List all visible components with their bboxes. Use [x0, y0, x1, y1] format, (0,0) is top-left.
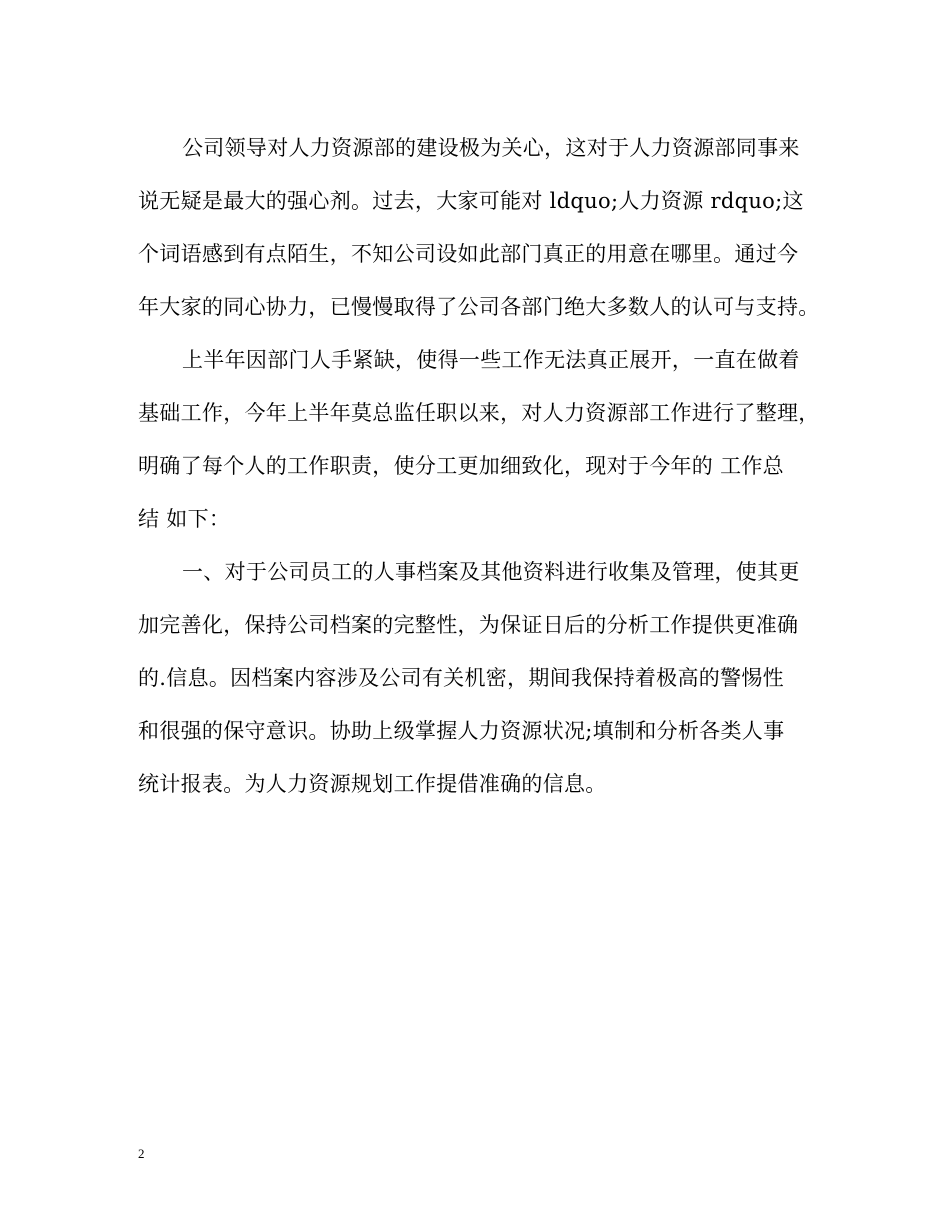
text-line-12: 和很强的保守意识。协助上级掌握人力资源状况;填制和分析各类人事 [138, 719, 785, 743]
text-line-5: 上半年因部门人手紧缺，使得一些工作无法真正展开，一直在做着 [182, 348, 800, 372]
text-line-6: 基础工作，今年上半年莫总监任职以来，对人力资源部工作进行了整理， [138, 401, 820, 425]
text-line-8: 结 如下： [138, 507, 231, 531]
text-line-9: 一、对于公司员工的人事档案及其他资料进行收集及管理，使其更 [182, 560, 800, 584]
text-line-10: 加完善化，保持公司档案的完整性，为保证日后的分析工作提供更准确 [138, 613, 799, 637]
text-line-4: 年大家的同心协力，已慢慢取得了公司各部门绝大多数人的认可与支持。 [138, 295, 820, 319]
text-line-3: 个词语感到有点陌生，不知公司设如此部门真正的用意在哪里。通过今 [138, 242, 799, 266]
document-body [138, 122, 828, 811]
text-line-1: 公司领导对人力资源部的建设极为关心，这对于人力资源部同事来 [182, 136, 800, 160]
text-line-7: 明确了每个人的工作职责，使分工更加细致化，现对于今年的 工作总 [138, 454, 784, 478]
page-number: 2 [138, 1146, 145, 1161]
text-line-13: 统计报表。为人力资源规划工作提借准确的信息。 [138, 772, 607, 796]
text-line-2: 说无疑是最大的强心剂。过去，大家可能对 ldquo;人力资源 rdquo;这 [138, 189, 804, 213]
text-line-11: 的.信息。因档案内容涉及公司有关机密，期间我保持着极高的警惕性 [138, 666, 784, 690]
